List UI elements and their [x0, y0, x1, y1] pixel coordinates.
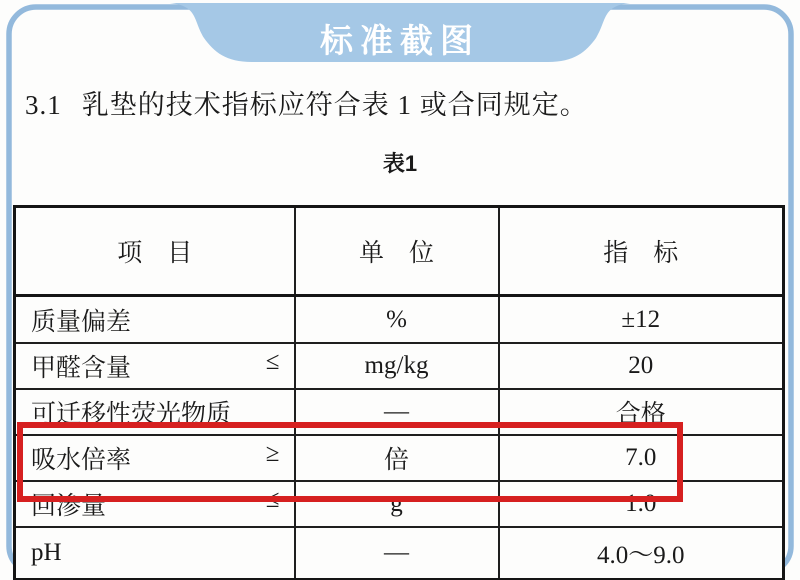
item-label: 质量偏差 [31, 308, 132, 336]
item-cell [15, 296, 295, 344]
item-label: 甲醛含量 [31, 355, 132, 382]
unit-cell: g [295, 481, 499, 527]
item-cell [15, 343, 295, 389]
clause-number: 3.1 [25, 90, 62, 120]
value-cell: 20 [499, 343, 784, 389]
value-cell: ±12 [499, 296, 784, 344]
table-caption: 表1 [382, 151, 418, 176]
unit-cell: % [295, 296, 499, 344]
item-cell [15, 389, 295, 435]
clause-text [25, 83, 780, 122]
unit-cell: mg/kg [295, 343, 499, 389]
item-cell [15, 481, 295, 527]
item-symbol: ≥ [265, 440, 280, 467]
col-header-unit: 单 位 [295, 207, 499, 296]
item-cell [15, 527, 295, 580]
table-row [15, 527, 784, 580]
clause-body: 乳垫的技术指标应符合表 1 或合同规定。 [81, 90, 588, 120]
header-row [15, 207, 784, 296]
table-row [15, 389, 784, 435]
value-cell: 1.0 [499, 481, 784, 527]
item-label: 吸水倍率 [31, 447, 132, 474]
table-row [15, 343, 784, 389]
table-row [15, 296, 784, 344]
value-cell: 4.0～9.0 [499, 527, 784, 580]
unit-cell: — [295, 527, 499, 580]
spec-table [13, 205, 785, 580]
item-label: 回渗量 [31, 493, 107, 520]
col-header-item: 项 目 [15, 207, 295, 296]
item-symbol: ≤ [265, 348, 280, 375]
table-row-highlighted [15, 481, 784, 527]
item-label: pH [31, 539, 62, 566]
item-cell [15, 435, 295, 481]
unit-cell: 倍 [295, 435, 499, 481]
item-label: 可迁移性荧光物质 [31, 401, 232, 428]
unit-cell: — [295, 389, 499, 435]
value-cell: 合格 [499, 389, 784, 435]
banner-title: 标准截图 [320, 22, 480, 59]
col-header-indicator: 指 标 [499, 207, 784, 296]
item-symbol: ≤ [265, 486, 280, 513]
table-row-highlighted [15, 435, 784, 481]
value-cell: 7.0 [499, 435, 784, 481]
